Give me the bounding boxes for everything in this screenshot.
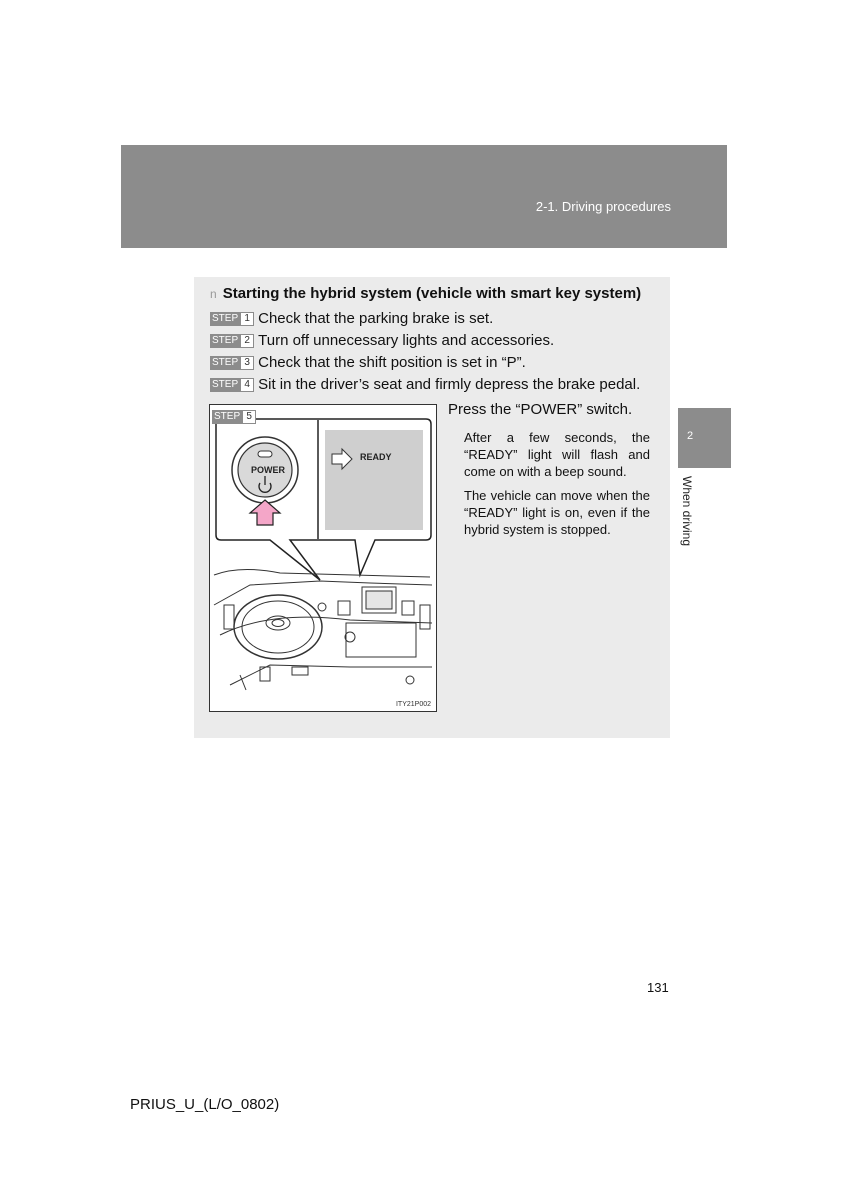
procedure-heading bbox=[210, 285, 641, 302]
header-band bbox=[121, 145, 727, 248]
dashboard-illustration bbox=[209, 404, 437, 712]
chapter-tab bbox=[678, 408, 731, 468]
step-badge: STEP 3 bbox=[210, 356, 254, 370]
step-badge: STEP 2 bbox=[210, 334, 254, 348]
chapter-label: When driving bbox=[680, 476, 694, 547]
page-number: 131 bbox=[647, 980, 669, 995]
heading-text: Starting the hybrid system (vehicle with smart key system) bbox=[222, 285, 642, 302]
chapter-number: 2 bbox=[687, 430, 694, 442]
figure-code: ITY21P002 bbox=[395, 701, 431, 708]
step-text: Check that the parking brake is set. bbox=[258, 310, 494, 327]
step-5-badge: STEP 5 bbox=[212, 406, 260, 424]
step-text: Sit in the driver’s seat and firmly depress the brake pedal. bbox=[258, 376, 641, 393]
note-vehicle-move: The vehicle can move when the “READY” light is on, even if the hybrid system is stopped. bbox=[464, 488, 650, 537]
step-badge: STEP 1 bbox=[210, 312, 254, 326]
step-3 bbox=[210, 354, 526, 371]
step-text: Turn off unnecessary lights and accessories. bbox=[258, 332, 555, 349]
section-title: 2-1. Driving procedures bbox=[535, 199, 671, 214]
ready-display bbox=[325, 430, 423, 530]
footer-code: PRIUS_U_(L/O_0802) bbox=[130, 1096, 280, 1113]
note-ready-light: After a few seconds, the “READY” light will flash and come on with a beep sound. bbox=[464, 430, 650, 479]
step-1 bbox=[210, 310, 493, 327]
step-4 bbox=[210, 376, 640, 393]
power-label: POWER bbox=[251, 465, 286, 475]
ready-label: READY bbox=[360, 452, 392, 462]
step-badge: STEP 4 bbox=[210, 378, 254, 392]
illustration-drawing bbox=[210, 405, 436, 711]
heading-bullet: n bbox=[210, 287, 217, 301]
step-5-text: Press the “POWER” switch. bbox=[448, 401, 633, 418]
step-text: Check that the shift position is set in “P”. bbox=[258, 354, 526, 371]
step-2 bbox=[210, 332, 554, 349]
procedure-panel bbox=[194, 277, 670, 738]
